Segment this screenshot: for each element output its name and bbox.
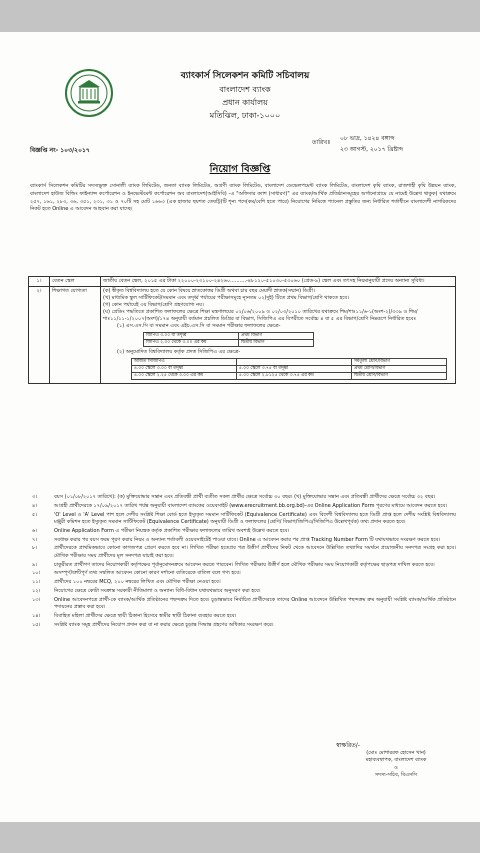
item-text: বয়স (০১/০৮/২০১৭ তারিখে): (ক) মুক্তিযোদ্ধার সন্তান এবং প্রতিবন্ধী প্রার্থী ব্যতীত সকল প্রার্থীর ক্ষেত্রে সর্বোচ্চ ৩০ বছর। (খ) মুক্তিযোদ্ধার সন্তান এবং প্রতিবন্ধী প্রার্থীদের ক্ষেত্রে সর্বোচ্চ ৩২ বছর। — [54, 494, 436, 500]
table-cell: ৪.০০ স্কেলে ২.২৫ থেকে ৩.০০ এর কম — [132, 373, 237, 380]
table-cell: ৫.০০ স্কেলে ২.৮১২৫ থেকে ৩.৭৫ এর কম — [237, 373, 352, 380]
list-item — [28, 579, 456, 586]
table-cell: দ্বিতীয় শ্রেণি/বিভাগ — [352, 373, 447, 380]
list-item — [28, 613, 456, 620]
item-number: ১২। — [32, 587, 41, 594]
university-grade-table — [131, 358, 447, 380]
date-english: ২৩ আগস্ট, ২০১৭ খ্রিষ্টাব্দ — [340, 146, 404, 153]
letterhead — [150, 70, 340, 122]
list-item — [28, 562, 456, 569]
row-label: শিক্ষাগত যোগ্যতা — [50, 287, 101, 384]
list-item — [28, 528, 456, 535]
secretariat-name: ব্যাংকার্স সিলেকশন কমিটি সচিবালয় — [180, 71, 310, 81]
top-bar — [0, 0, 480, 32]
item-text: চাকুরীরত প্রার্থীগণ তাদের নিয়োগকারী কর্তৃপক্ষের পূর্বানুমোদনক্রমে আবেদন করতে পারবেন। লিখিত পরীক্ষায় উত্তীর্ণ হলে মৌখিক পরীক্ষার সময় নিয়োগকারী কর্তৃপক্ষের ছাড়পত্র দাখিল করতে হবে। — [54, 561, 435, 568]
qualification-d1: (১) এস.এস.সি বা সমমান এবং এইচ.এস.সি বা সমমান পরীক্ষার ফলাফলের ক্ষেত্রে- — [117, 323, 281, 329]
item-number: ৫। — [32, 511, 38, 518]
list-item — [28, 588, 456, 595]
list-item — [28, 545, 456, 560]
table-cell: প্রথম শ্রেণি/বিভাগ — [352, 366, 447, 373]
item-number: ৮। — [32, 545, 38, 552]
item-text: Online আবেদনপত্রে প্রার্থী-কে ব্যাংক/আর্থিক প্রতিষ্ঠানের পছন্দক্রম দিতে হবে। চূড়ান্তভাবে নির্বাচিত প্রার্থীদেরকে তাদের Online আবেদনে উল্লিখিত পছন্দক্রম ক্রম অনুযায়ী সংশ্লিষ্ট ব্যাংক/আর্থিক প্রতিষ্ঠানে পদায়নের প্রস্তাব করা হবে। — [54, 596, 456, 611]
table-cell: জিপিএ ৩.০০ বা তদূর্ধ্ব — [144, 333, 239, 340]
item-text: নিয়োগের ক্ষেত্রে কোটা সংক্রান্ত সরকারী নীতিমালা ও অন্যান্য বিধি-বিধান যথাযথভাবে অনুসরণ করা হবে। — [54, 587, 261, 594]
table-row — [29, 277, 456, 287]
list-item — [28, 597, 456, 612]
item-text: প্রার্থীদের ১০০ নম্বরের MCQ, ২০০ নম্বরের লিখিত এবং মৌখিক পরীক্ষা নেওয়া হবে। — [54, 579, 221, 586]
signatory-role: সদস্য-সচিব, বিএসসি — [375, 772, 417, 779]
notice-document — [0, 32, 480, 822]
office-name: প্রধান কার্যালয় — [222, 98, 268, 107]
item-text: আগ্রহী প্রার্থীদেরকে ১৭/০৯/২০১৭ তারিখ পর্যন্ত অনুযায়ী বাংলাদেশ ব্যাংকের ওয়েবসাইট (www.erecruitment.bb.org.bd)-এর Online Application Form পূরণের মাধ্যমে আবেদন করতে হবে। — [54, 502, 448, 509]
item-number: ১৫। — [32, 621, 41, 628]
item-text: Online Application Form এ পরীক্ষা নিয়ন্ত্রক কর্তৃক প্রকাশিত পরীক্ষার ফলাফলের তারিখ অবশ্যই উল্লেখ করতে হবে। — [54, 527, 290, 534]
item-text: বিবাহিত মহিলা প্রার্থীদের ক্ষেত্রে স্থায়ী ঠিকানা হিসেবে স্বামীর স্থায়ী ঠিকানা ব্যবহার করতে হবে। — [54, 612, 237, 619]
qualification-a: (ক) স্বীকৃত বিশ্ববিদ্যালয় হতে যে কোন বিষয়ে স্নাতকোত্তর ডিগ্রী অথবা চার বছর মেয়াদী স্নাতক(সম্মান) ডিগ্রী। — [103, 288, 315, 294]
date-label: তারিখঃ — [312, 139, 331, 146]
date-bangla: ০৮ ভাদ্র, ১৪২৪ বঙ্গাব্দ — [340, 135, 395, 142]
list-item — [28, 570, 456, 577]
row-number: ১। — [29, 277, 50, 287]
list-item — [28, 512, 456, 527]
item-number: ১০। — [32, 570, 41, 577]
pay-scale-text: জাতীয় বেতন স্কেল, ২০১৫ এর টাকা ২২০০০-২৩১০০-২৪২৬০..........-৪৮১২০-৫১০৩০-৫৩০৬০ (গ্রেড-৯) স্কেল এবং তৎসহ নিয়মানুযায়ী প্রদেয় অন্যান্য সুবিধা। — [101, 277, 456, 287]
office-address: মতিঝিল, ঢাকা-১০০০ — [209, 111, 281, 120]
table-cell: দ্বিতীয় বিভাগ — [239, 340, 314, 347]
bank-name: বাংলাদেশ ব্যাংক — [219, 85, 271, 94]
item-number: ৭। — [32, 536, 38, 543]
item-number: ৩। — [32, 494, 38, 500]
bottom-bar — [0, 822, 480, 853]
table-cell: ৫.০০ স্কেলে ৩.৭৫ বা তদূর্ধ্ব — [237, 366, 352, 373]
table-header-cell: সমতুল্য শ্রেণি/বিভাগ — [352, 359, 447, 366]
memo-number: বিজ্ঞপ্তি নং- ১০৩/২০১৭ — [30, 147, 90, 154]
table-row — [144, 340, 314, 347]
list-item — [28, 494, 456, 501]
list-item — [28, 537, 456, 544]
table-cell: ৪.০০ স্কেলে ৩.০০ বা তদূর্ধ্ব — [132, 366, 237, 373]
item-text: সংশ্লিষ্ট ব্যাংক সমূহ প্রার্থীদের নিয়োগ প্রদান করা বা না করার ক্ষেত্রে চূড়ান্ত সিদ্ধান্ত গ্রহণের অধিকার সংরক্ষণ করে। — [54, 621, 274, 628]
qualification-cell — [101, 287, 456, 384]
table-row — [144, 333, 314, 340]
qualification-c: (গ) কোন পর্যায়েই ৩য় বিভাগ/শ্রেণি গ্রহণযোগ্য নয়। — [103, 302, 204, 308]
signatory-conjunction: ও — [394, 764, 398, 771]
list-item — [28, 503, 456, 510]
table-cell: প্রথম বিভাগ — [239, 333, 314, 340]
item-number: ৯। — [32, 561, 38, 568]
signature-mark: স্বাক্ষরিত/- — [336, 742, 360, 749]
signature-block — [336, 742, 456, 780]
table-header-cell: অর্জিত সিজিপিএ — [132, 359, 237, 366]
conditions-list — [28, 494, 456, 633]
item-number: ১৪। — [32, 612, 41, 619]
item-text: সবধাক্ষ করার পর বয়স ফরম পূরণ করার নিয়ম ও অন্যান্য শর্তাবলী ওয়েবসাইটেই পাওয়া যাবে। Online এ আবেদন করার পর প্রাপ্ত Tracking Number Form টি যথাযথভাবে সংরক্ষণ করতে হবে। — [54, 536, 441, 543]
intro-paragraph: ব্যাংকার্স সিলেকশন কমিটির সদস্যভুক্ত সোনালী ব্যাংক লিমিটেড, জনতা ব্যাংক লিমিটেড, অগ্রণী ব্যাংক লিমিটেড, বাংলাদেশ ডেভেলপমেন্ট ব্যাংক লিমিটেড, বাংলাদেশ কৃষি ব্যাংক, রাজশাহী কৃষি উন্নয়ন ব্যাংক, বাংলাদেশ হাউজ বিল্ডিং ফাইন্যান্স কর্পোরেশন ও ইনভেস্টমেন্ট কর্পোরেশন অব বাংলাদেশ(আইসিবি) -এ "অফিসার ক্যাশ (সাধারণ)" এর ব্যাংক/আর্থিক প্রতিষ্ঠানসমূহের অর্গানোগ্রামে যে নামেই উল্লেখ থাকুক) যথাক্রমে ২৫৭, ১৬১, ২৮৩, ৩৬, ৩৫১, ২৩১, ৩১ ও ৭০টি সহ মোট ১৬৬৩ (এক হাজার ছয়শত তেষট্টি)টি শূন্য পদে(কম/বেশি হতে পারে) নিয়োগের নিমিত্তে প্যানেল প্রস্তুতির জন্য নির্ধারিত শর্তাধীনে বাংলাদেশী নাগরিকদের নিকট হতে Online এ আবেদন আহবান করা যাচ্ছে। — [30, 183, 456, 213]
qualification-d2: (২) অনুমোদিত বিশ্ববিদ্যালয় কর্তৃক প্রদত্ত সিজিপিএ এর ক্ষেত্রে- — [117, 349, 241, 355]
item-number: ১১। — [32, 579, 41, 586]
row-number: ২। — [29, 287, 50, 384]
notice-title: নিয়োগ বিজ্ঞপ্তি — [209, 164, 271, 175]
bangladesh-bank-logo-icon — [64, 68, 114, 118]
row-label: বেতন স্কেল — [50, 277, 101, 287]
table-row — [132, 359, 447, 366]
item-number: ৬। — [32, 527, 38, 534]
qualification-d: (ঘ) গ্রেডিং পদ্ধতিতে প্রকাশিত ফলাফলের ক্ষেত্রে শিক্ষা মন্ত্রণালয়ের ০২/০৬/২০০৯ ও ০২/০৩/২০১০ তারিখের যথাক্রমে শিম/শাঃ১১/৬-১(অংশ-২)/৩৩৯ ও শিম/শাঃ১১/১১-১/২০০৭(অংশ)/১৭৪ অনুযায়ী বর্তমান প্রচলিত ডিগ্রির বা বিভাগ, সিজিপিএ এর বিপরীতে সর্বোচ্চ ৪ বা ৫ এর বিভাগ/শ্রেণি নিম্নরূপে নির্ধারিত হবেঃ — [103, 309, 418, 322]
item-text: প্রার্থীদেরকে প্রাথমিকভাবে কোনো কাগজপত্র প্রেরণ করতে হবে না। লিখিত পরীক্ষা হতেপ্রব পত্র উত্তীর্ণ প্রার্থীদের নিকট থেকে আবেদনে উল্লিখিত তথ্যাদির সমর্থনে প্রয়োজনীয় সনদপত্র সংগ্রহ করা হবে। মৌখিক পরীক্ষার সময় প্রার্থীদের মূল সনদপত্র যাচাই করা হবে। — [54, 545, 456, 559]
table-row — [132, 373, 447, 380]
requirements-table — [28, 276, 456, 384]
qualification-b: (খ) মাধ্যমিক স্কুল সার্টিফিকেট/সমমান এবং তদূর্ধ্ব পর্যায়ের পরীক্ষাসমূহে ন্যূনতম ০২(দুই) টিতে প্রথম বিভাগ/শ্রেণি থাকতে হবে। — [103, 295, 349, 301]
item-number: ১৩। — [32, 596, 41, 603]
item-text: 'O' Level ও 'A' Level পাশ হলে দেশীয় সংশ্লিষ্ট শিক্ষা বোর্ড হতে ইস্যুকৃত সমমান সার্টিফিকেট (Equivalence Certificate) এবং বিদেশী বিশ্ববিদ্যালয় হতে ডিগ্রী প্রাপ্ত হলে দেশীয় সংশ্লিষ্ট বিশ্ববিদ্যালয় মঞ্জুরী কমিশন হতে ইস্যুকৃত সমমান সার্টিফিকেট (Equivalence Certificate) অনুযায়ী ডিগ্রী ও ফলাফলের (শ্রেণি/ বিভাগ/জিপিএ/সিজিপিএ উল্লেখপূর্বক) তথ্য প্রদান করতে হবে। — [54, 511, 456, 525]
date-block — [312, 133, 404, 155]
signatory-name: (মোঃ মোশাররফ হোসেন খান) — [366, 749, 426, 756]
table-cell: জিপিএ ২.০০ থেকে ৩.০০ এর কম — [144, 340, 239, 347]
signatory-designation: মহাব্যবস্থাপক, বাংলাদেশ ব্যাংক — [365, 757, 427, 764]
ssc-grade-table — [143, 332, 314, 347]
table-row — [29, 287, 456, 384]
item-number: ৪। — [32, 502, 38, 509]
list-item — [28, 622, 456, 629]
item-text: অসম্পূর্ণ/ত্রুটিপূর্ণ তথ্য সম্বলিত আবেদন কোনো কারণ দর্শানো ব্যতিরেকে বাতিল বলে গণ্য হবে। — [54, 570, 241, 577]
table-header-cell — [237, 359, 352, 366]
table-row — [132, 366, 447, 373]
